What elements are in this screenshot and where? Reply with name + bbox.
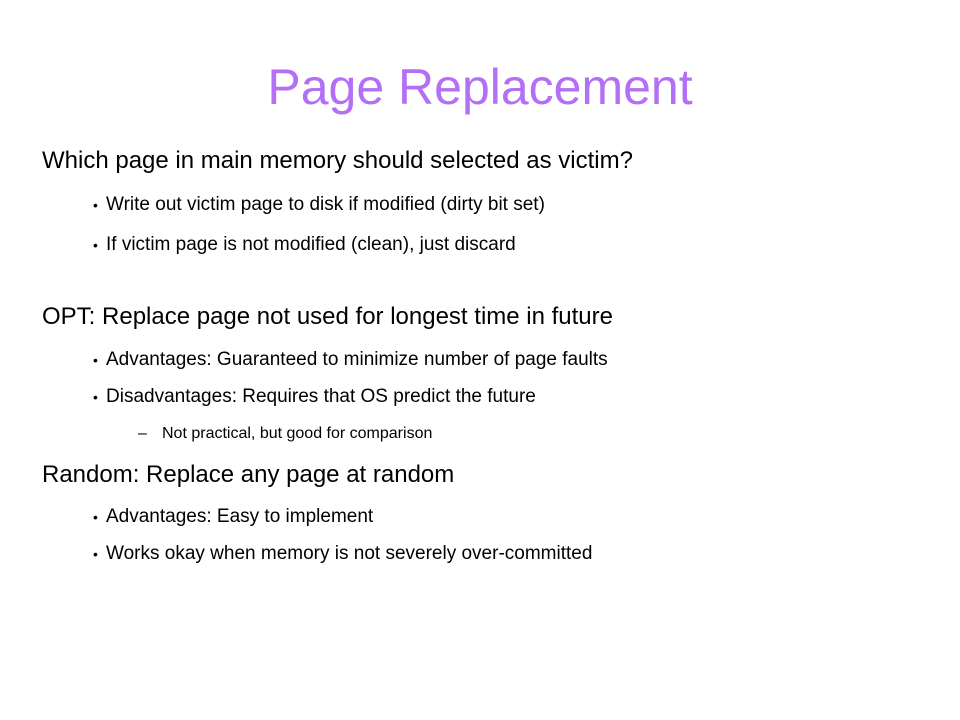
bullet-text: Disadvantages: Requires that OS predict the future bbox=[106, 386, 536, 407]
bullet-icon: • bbox=[93, 352, 98, 368]
heading-victim-selection: Which page in main memory should selected as victim? bbox=[42, 147, 633, 174]
bullet-icon: • bbox=[93, 509, 98, 525]
bullet-text: Advantages: Easy to implement bbox=[106, 506, 374, 527]
heading-opt: OPT: Replace page not used for longest time in future bbox=[42, 303, 613, 330]
bullet-write-out-victim bbox=[93, 192, 545, 218]
bullet-opt-advantages bbox=[93, 347, 608, 373]
bullet-text: If victim page is not modified (clean), just discard bbox=[106, 234, 516, 255]
bullet-random-advantages bbox=[93, 504, 374, 530]
bullet-icon: • bbox=[93, 237, 98, 253]
page-title: Page Replacement bbox=[267, 59, 693, 115]
dash-icon: – bbox=[138, 425, 147, 442]
subbullet-not-practical bbox=[138, 423, 433, 445]
heading-random: Random: Replace any page at random bbox=[42, 461, 455, 488]
subbullet-text: Not practical, but good for comparison bbox=[162, 425, 433, 442]
bullet-random-works-okay bbox=[93, 541, 593, 567]
bullet-text: Advantages: Guaranteed to minimize number of page faults bbox=[106, 349, 608, 370]
bullet-icon: • bbox=[93, 197, 98, 213]
bullet-icon: • bbox=[93, 546, 98, 562]
bullet-text: Write out victim page to disk if modified (dirty bit set) bbox=[106, 194, 545, 215]
bullet-opt-disadvantages bbox=[93, 384, 536, 410]
bullet-discard-clean bbox=[93, 232, 516, 258]
bullet-text: Works okay when memory is not severely over-committed bbox=[106, 543, 593, 564]
bullet-icon: • bbox=[93, 389, 98, 405]
